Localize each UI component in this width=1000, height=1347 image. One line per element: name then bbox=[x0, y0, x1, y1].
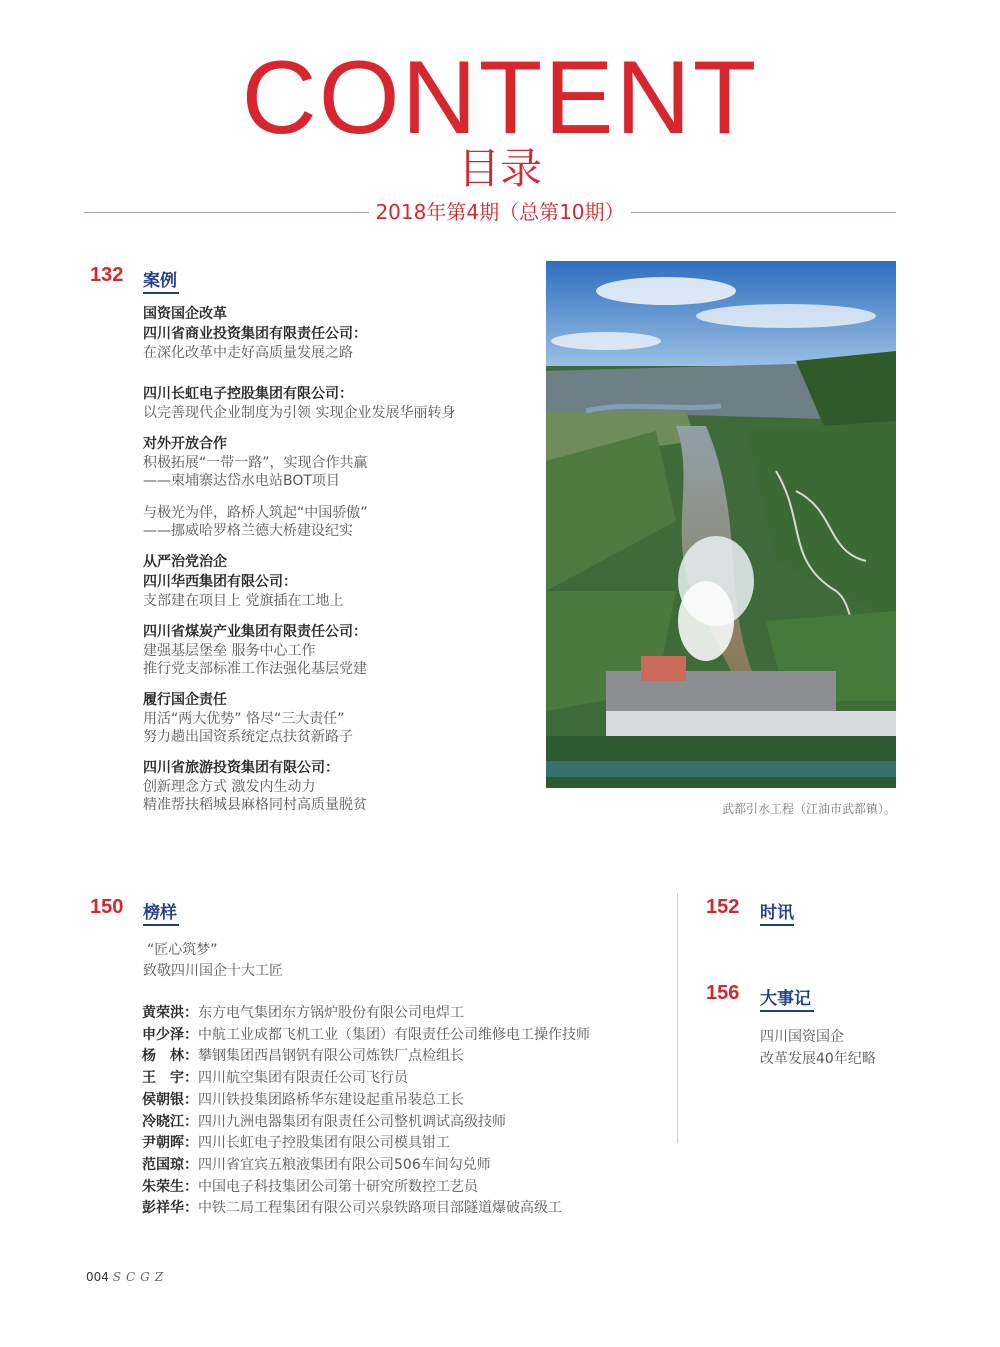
section-title-dashiji[interactable]: 大事记 bbox=[760, 989, 811, 1009]
list-item[interactable] bbox=[142, 1090, 590, 1112]
case-entries bbox=[143, 304, 533, 814]
list-item[interactable] bbox=[142, 1177, 590, 1199]
craftsmen-list bbox=[142, 1003, 590, 1220]
person-role: 四川长虹电子控股集团有限公司模具钳工 bbox=[198, 1135, 450, 1152]
person-name: 申少泽： bbox=[142, 1026, 198, 1043]
person-role: 东方电气集团东方锅炉股份有限公司电焊工 bbox=[198, 1005, 464, 1021]
bangyang-intro bbox=[143, 941, 283, 980]
person-role: 中航工业成都飞机工业（集团）有限责任公司维修电工操作技师 bbox=[198, 1026, 590, 1043]
section-underline bbox=[760, 1010, 814, 1012]
entry-org[interactable]: 四川华西集团有限公司： bbox=[143, 574, 297, 590]
list-item[interactable] bbox=[142, 1112, 590, 1134]
entry-line[interactable]: ——挪威哈罗格兰德大桥建设纪实 bbox=[143, 523, 353, 539]
summary-line[interactable]: 改革发展40年纪略 bbox=[760, 1051, 876, 1067]
group-heading: 国资国企改革 bbox=[143, 306, 227, 322]
section-page-number[interactable]: 156 bbox=[706, 982, 740, 1004]
section-title-case[interactable]: 案例 bbox=[143, 271, 177, 291]
magazine-brand: SCGZ bbox=[112, 1270, 169, 1284]
person-name: 黄荣洪： bbox=[142, 1005, 198, 1021]
person-role: 中国电子科技集团公司第十研究所数控工艺员 bbox=[198, 1178, 478, 1195]
issue-line bbox=[0, 200, 1000, 224]
entry-line[interactable]: 创新理念方式 激发内生动力 bbox=[143, 779, 316, 795]
person-role: 四川铁投集团路桥华东建设起重吊装总工长 bbox=[198, 1091, 464, 1108]
person-role: 中铁二局工程集团有限公司兴泉铁路项目部隧道爆破高级工 bbox=[198, 1200, 562, 1217]
masthead-title-en: CONTENT bbox=[241, 40, 759, 156]
person-role: 四川省宜宾五粮液集团有限公司506车间勾兑师 bbox=[198, 1156, 491, 1173]
photo-caption: 武都引水工程（江油市武都镇）。 bbox=[721, 802, 896, 816]
dashiji-summary bbox=[760, 1026, 876, 1070]
person-name: 范国琼： bbox=[142, 1156, 198, 1173]
group-heading: 从严治党治企 bbox=[143, 554, 227, 570]
intro-line[interactable]: “匠心筑梦” bbox=[147, 942, 218, 958]
section-page-number[interactable]: 152 bbox=[706, 896, 740, 918]
entry-line[interactable]: 在深化改革中走好高质量发展之路 bbox=[143, 345, 353, 361]
entry-org[interactable]: 四川省旅游投资集团有限公司： bbox=[143, 760, 339, 776]
group-heading: 对外开放合作 bbox=[143, 436, 227, 452]
entry-line[interactable]: 精准帮扶稻城县麻格同村高质量脱贫 bbox=[143, 797, 367, 813]
section-title-bangyang[interactable]: 榜样 bbox=[143, 903, 177, 923]
person-role: 四川航空集团有限责任公司飞行员 bbox=[198, 1070, 408, 1087]
person-name: 朱荣生： bbox=[142, 1178, 198, 1195]
entry-line[interactable]: 用活“两大优势” 恪尽“三大责任” bbox=[143, 711, 345, 727]
section-page-number[interactable]: 150 bbox=[90, 896, 124, 918]
column-divider bbox=[677, 893, 678, 1143]
issue-label: 2018年第4期（总第10期） bbox=[369, 200, 630, 224]
group-heading: 履行国企责任 bbox=[143, 692, 227, 708]
list-item[interactable] bbox=[142, 1068, 590, 1090]
person-name: 杨 林： bbox=[142, 1048, 198, 1065]
section-underline bbox=[143, 292, 179, 294]
list-item[interactable] bbox=[142, 1046, 590, 1068]
list-item[interactable] bbox=[142, 1025, 590, 1047]
section-title-shixun[interactable]: 时讯 bbox=[760, 903, 794, 923]
dam-photo-illustration bbox=[546, 261, 896, 788]
list-item[interactable] bbox=[142, 1155, 590, 1177]
entry-line[interactable]: 支部建在项目上 党旗插在工地上 bbox=[143, 593, 344, 609]
entry-line[interactable]: 推行党支部标准工作法强化基层党建 bbox=[143, 661, 367, 677]
intro-line[interactable]: 致敬四川国企十大工匠 bbox=[143, 963, 283, 979]
section-underline bbox=[760, 924, 794, 926]
entry-line[interactable]: ——柬埔寨达岱水电站BOT项目 bbox=[143, 473, 340, 489]
masthead-title-cn: 目录 bbox=[457, 144, 542, 193]
list-item[interactable] bbox=[142, 1198, 590, 1220]
entry-line[interactable]: 建强基层堡垒 服务中心工作 bbox=[143, 643, 316, 659]
entry-line[interactable]: 与极光为伴，路桥人筑起“中国骄傲” bbox=[143, 505, 368, 521]
dam-aerial-photo bbox=[546, 261, 896, 788]
entry-org[interactable]: 四川长虹电子控股集团有限公司： bbox=[143, 386, 353, 402]
person-name: 尹朝晖： bbox=[142, 1135, 198, 1152]
section-page-number[interactable]: 132 bbox=[90, 264, 124, 286]
person-name: 冷晓江： bbox=[142, 1113, 198, 1130]
entry-line[interactable]: 以完善现代企业制度为引领 实现企业发展华丽转身 bbox=[143, 405, 456, 421]
person-role: 攀钢集团西昌钢钒有限公司炼铁厂点检组长 bbox=[198, 1048, 464, 1065]
entry-org[interactable]: 四川省煤炭产业集团有限责任公司： bbox=[143, 624, 367, 640]
page-footer bbox=[86, 1270, 168, 1284]
person-role: 四川九洲电器集团有限责任公司整机调试高级技师 bbox=[198, 1113, 506, 1130]
section-underline bbox=[143, 924, 179, 926]
entry-line[interactable]: 积极拓展“一带一路”，实现合作共赢 bbox=[143, 455, 368, 471]
entry-org[interactable]: 四川省商业投资集团有限责任公司： bbox=[143, 326, 367, 342]
page-number: 004 bbox=[86, 1270, 109, 1284]
person-name: 侯朝银： bbox=[142, 1091, 198, 1108]
person-name: 王 宇： bbox=[142, 1070, 198, 1087]
summary-line[interactable]: 四川国资国企 bbox=[760, 1029, 844, 1045]
person-name: 彭祥华： bbox=[142, 1200, 198, 1217]
list-item[interactable] bbox=[142, 1133, 590, 1155]
list-item[interactable] bbox=[142, 1003, 590, 1025]
entry-line[interactable]: 努力趟出国资系统定点扶贫新路子 bbox=[143, 729, 353, 745]
